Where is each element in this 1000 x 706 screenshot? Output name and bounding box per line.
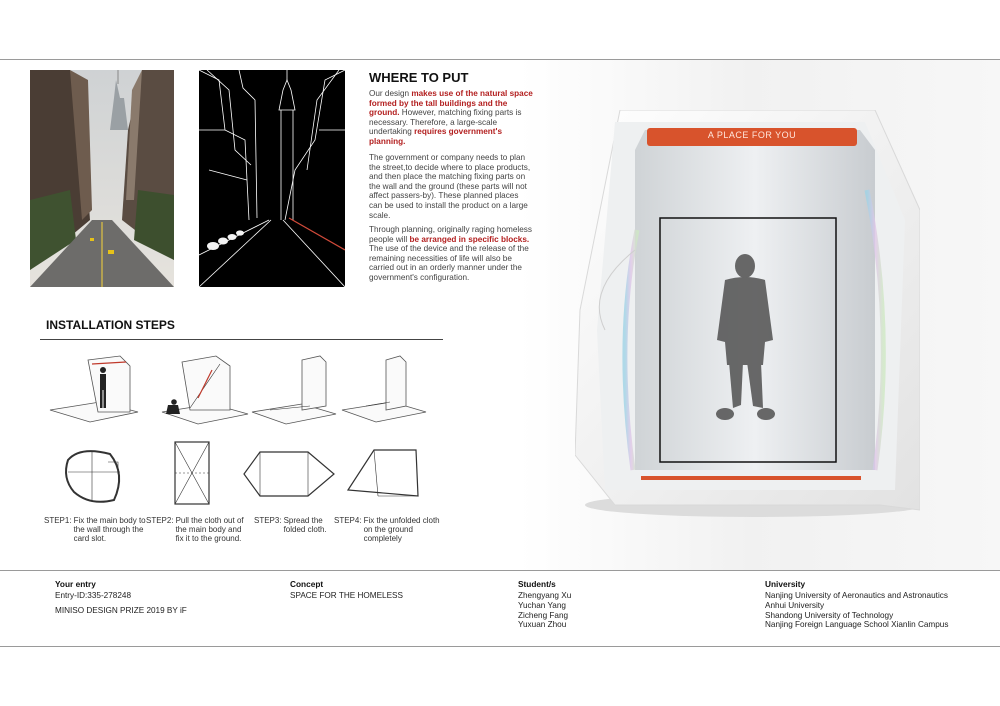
students-heading: Student/s: [518, 579, 556, 589]
step-label: STEP1:: [44, 516, 72, 525]
university-list: [765, 591, 948, 630]
step-text: Fix the main body to the wall through the card slot.: [73, 516, 146, 543]
step-label: STEP3:: [254, 516, 282, 525]
university-name: Shandong University of Technology: [765, 610, 894, 620]
installation-heading-rule: [40, 339, 443, 340]
where-to-put-heading: WHERE TO PUT: [369, 70, 469, 85]
body-text: The use of the device and the release of the remaining necessities of life will also be carried out in an orderly manner under the government's configuration.: [369, 244, 529, 282]
step-text: Pull the cloth out of the main body and fix it to the ground.: [175, 516, 244, 543]
university-heading: University: [765, 579, 806, 589]
step-text: Fix the unfolded cloth on the ground completely: [363, 516, 440, 543]
highlighted-text: makes use of the natural space formed by the tall buildings and the ground.: [369, 89, 533, 118]
university-name: Anhui University: [765, 600, 825, 610]
body-text: Our design: [369, 89, 412, 98]
student-name: Yuchan Yang: [518, 600, 566, 610]
step-text: Spread the folded cloth.: [283, 516, 327, 534]
students-list: [518, 591, 571, 630]
highlighted-text: be arranged in specific blocks.: [409, 234, 530, 244]
street-line-drawing: [199, 70, 345, 287]
product-render: [575, 110, 920, 520]
where-paragraph-1: [369, 89, 534, 147]
step-label: STEP4:: [334, 516, 362, 525]
university-name: Nanjing Foreign Language School Xianlin Campus: [765, 620, 949, 630]
university-name: Nanjing University of Aeronautics and Astronautics: [765, 591, 948, 600]
step-4-caption: [334, 516, 446, 543]
installation-heading: INSTALLATION STEPS: [46, 318, 175, 332]
footer-top-rule: [0, 570, 1000, 571]
step-1-caption: [44, 516, 146, 543]
installation-illustrations: [40, 350, 460, 512]
where-paragraph-3: [369, 225, 532, 283]
footer-bottom-rule: [0, 646, 1000, 647]
street-photo: [30, 70, 174, 287]
step-label: STEP2:: [146, 516, 174, 525]
body-text: Through planning, originally raging homeless people will: [369, 225, 532, 244]
concept-value: SPACE FOR THE HOMELESS: [290, 591, 403, 600]
step-3-caption: [254, 516, 334, 534]
product-banner-text: A PLACE FOR YOU: [707, 130, 797, 140]
prize-name: MINISO DESIGN PRIZE 2019 BY iF: [55, 606, 187, 615]
body-text: However, matching fixing parts is necessary. Therefore, a large-scale undertaking: [369, 108, 522, 137]
entry-heading: Your entry: [55, 579, 96, 589]
entry-id: Entry-ID:335-278248: [55, 591, 132, 600]
student-name: Yuxuan Zhou: [518, 620, 567, 630]
student-name: Zicheng Fang: [518, 610, 569, 620]
where-paragraph-2: The government or company needs to plan the street,to decide where to place products, and then place the matching fixing parts on the wall and the ground (these parts will not affect passers-by). These planned places can be used to install the product on a large scale.: [369, 153, 531, 220]
highlighted-text: requires government's planning.: [369, 127, 503, 146]
step-2-caption: [146, 516, 248, 543]
concept-heading: Concept: [290, 579, 324, 589]
student-name: Zhengyang Xu: [518, 591, 572, 600]
